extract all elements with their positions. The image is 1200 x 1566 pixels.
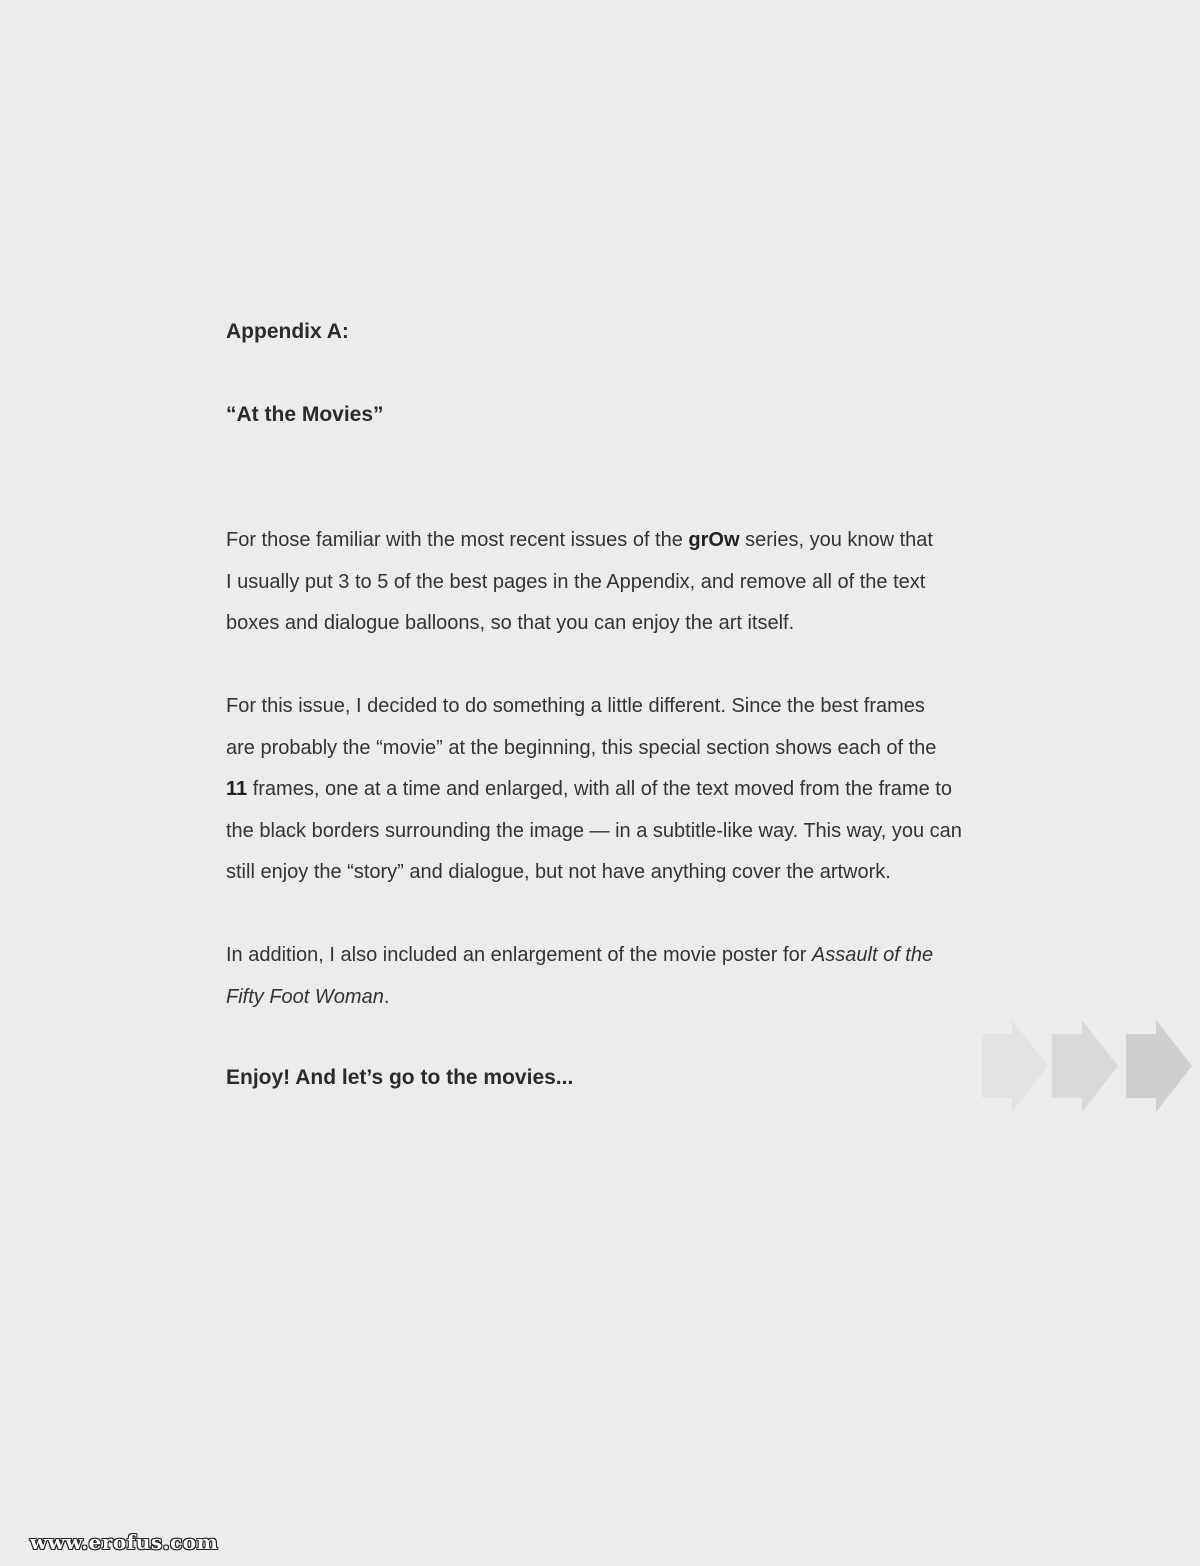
paragraph-addition	[226, 935, 1056, 1018]
paragraph-line: For this issue, I decided to do something a little different. Since the best frames	[226, 695, 925, 717]
paragraph-line: For those familiar with the most recent issues of the grOw series, you know that	[226, 529, 933, 551]
appendix-heading: Appendix A:	[226, 320, 349, 343]
paragraph-line: Fifty Foot Woman.	[226, 985, 390, 1008]
paragraph-line: boxes and dialogue balloons, so that you can enjoy the art itself.	[226, 612, 795, 634]
paragraph-line: are probably the “movie” at the beginning, this special section shows each of the	[226, 736, 937, 759]
paragraph-line: the black borders surrounding the image — in a subtitle-like way. This way, you can	[226, 819, 962, 842]
series-name: grOw	[688, 529, 740, 551]
arrow-3-icon	[1126, 1020, 1192, 1112]
closing-line: Enjoy! And let’s go to the movies...	[226, 1066, 574, 1089]
frame-count: 11	[226, 778, 248, 800]
arrow-1-icon	[982, 1020, 1048, 1112]
poster-title-cont: Fifty Foot Woman	[226, 985, 384, 1008]
paragraph-line: 11 frames, one at a time and enlarged, with all of the text moved from the frame to	[226, 778, 952, 800]
paragraph-line: In addition, I also included an enlargement of the movie poster for Assault of the	[226, 944, 934, 966]
paragraph-line: I usually put 3 to 5 of the best pages in the Appendix, and remove all of the text	[226, 570, 926, 593]
paragraph-line: still enjoy the “story” and dialogue, but not have anything cover the artwork.	[226, 861, 891, 883]
site-watermark: www.erofus.com	[30, 1530, 219, 1554]
arrow-2-icon	[1052, 1020, 1118, 1112]
poster-title: Assault of the	[811, 944, 934, 966]
triple-forward-arrow-icon	[982, 1020, 1194, 1112]
section-title: “At the Movies”	[226, 403, 384, 426]
paragraph-intro	[226, 520, 1056, 645]
paragraph-this-issue	[226, 686, 1056, 894]
